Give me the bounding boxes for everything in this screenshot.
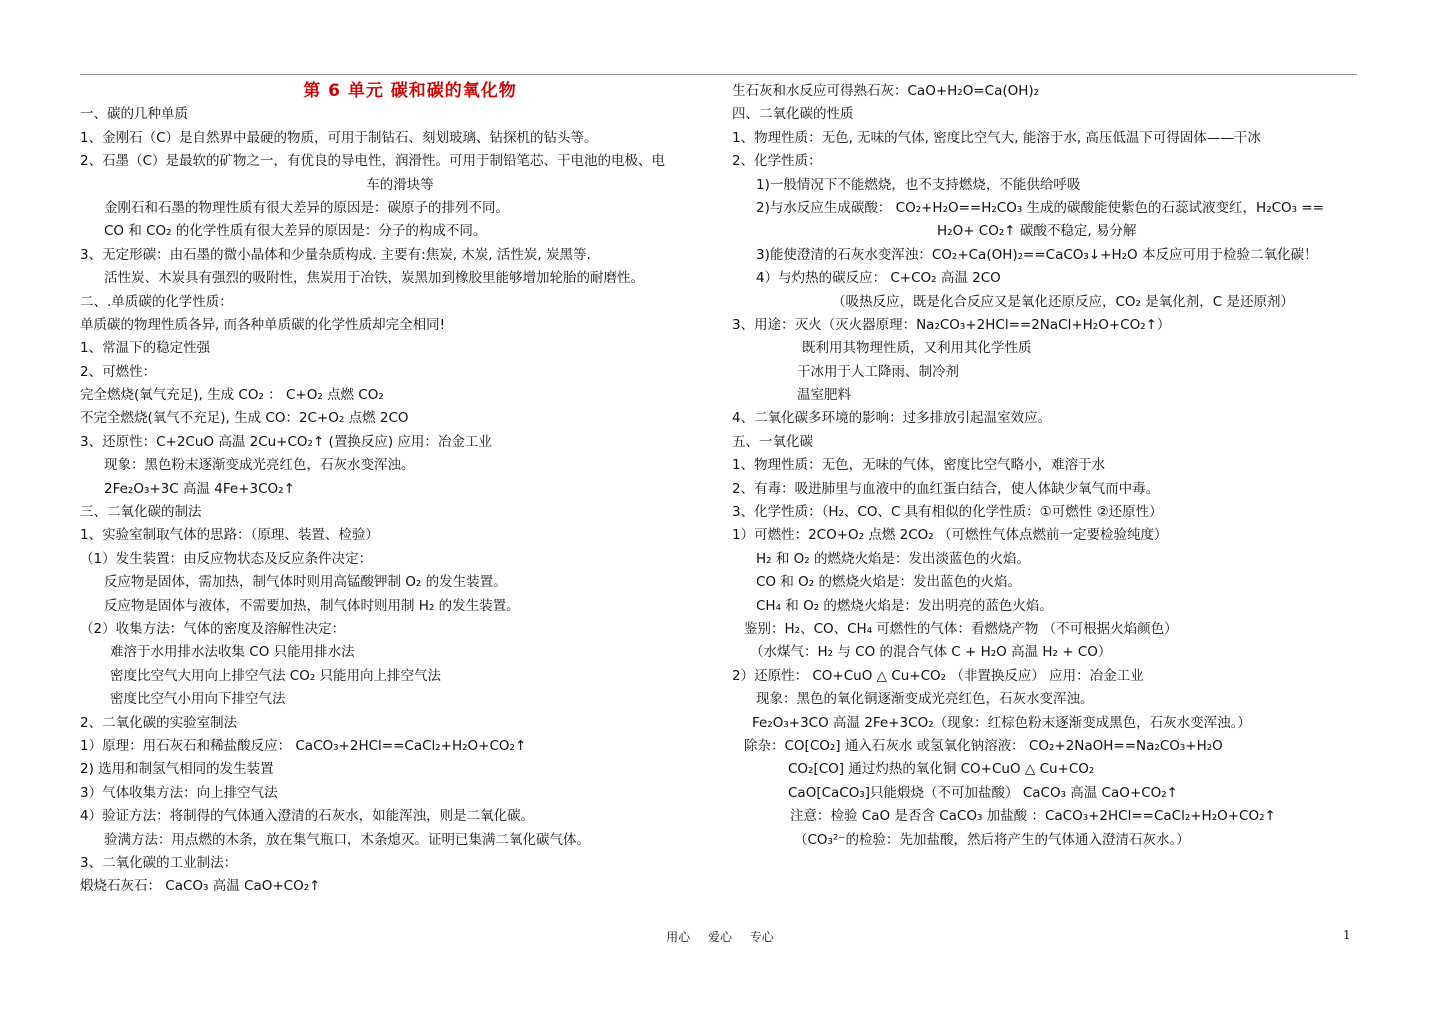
equation-line: 生石灰和水反应可得熟石灰：CaO+H₂O=Ca(OH)₂ xyxy=(732,83,1040,99)
right-column xyxy=(732,80,1362,852)
equation-line: 煅烧石灰石： CaCO₃ 高温 CaO+CO₂↑ xyxy=(80,878,321,895)
equation-line: 3、还原性：C+2CuO 高温 2Cu+CO₂↑ (置换反应) 应用：冶金工业 xyxy=(80,433,492,450)
text-line: 1、物理性质：无色, 无味的气体, 密度比空气大, 能溶于水, 高压低温下可得固体——干冰 xyxy=(732,129,1261,146)
text-line: 温室肥料 xyxy=(797,387,851,404)
text-line: 1、常温下的稳定性强 xyxy=(80,340,211,357)
text-line: CH₄ 和 O₂ 的燃烧火焰是：发出明亮的蓝色火焰。 xyxy=(756,597,1053,614)
equation-line: H₂O+ CO₂↑ 碳酸不稳定, 易分解 xyxy=(937,223,1137,240)
equation-line: Fe₂O₃+3CO 高温 2Fe+3CO₂（现象：红棕色粉末逐渐变成黑色，石灰水变浑浊。） xyxy=(752,714,1251,731)
text-line: 反应物是固体，需加热，制气体时则用高锰酸钾制 O₂ 的发生装置。 xyxy=(104,574,507,591)
equation-line: 2)与水反应生成碳酸： CO₂+H₂O==H₂CO₃ 生成的碳酸能使紫色的石蕊试液变红，H₂CO₃ == xyxy=(756,199,1324,216)
text-line: 1、物理性质：无色，无味的气体，密度比空气略小，难溶于水 xyxy=(732,457,1106,474)
text-line: 3、化学性质：（H₂、CO、C 具有相似的化学性质：①可燃性 ②还原性） xyxy=(732,504,1163,521)
section-heading: 二、.单质碳的化学性质： xyxy=(80,293,233,310)
text-line: 4、二氧化碳多环境的影响：过多排放引起温室效应。 xyxy=(732,410,1052,427)
equation-line: CaO[CaCO₃]只能煅烧（不可加盐酸） CaCO₃ 高温 CaO+CO₂↑ xyxy=(788,784,1178,801)
page-number: 1 xyxy=(1343,928,1351,942)
text-line: 难溶于水用排水法收集 CO 只能用排水法 xyxy=(110,644,355,661)
section-heading: 三、二氧化碳的制法 xyxy=(80,504,202,521)
text-line: 2、有毒：吸进肺里与血液中的血红蛋白结合，使人体缺少氧气而中毒。 xyxy=(732,480,1160,497)
text-line: 2、二氧化碳的实验室制法 xyxy=(80,714,238,731)
equation-line: 2Fe₂O₃+3C 高温 4Fe+3CO₂↑ xyxy=(104,480,295,497)
text-line: 现象：黑色粉末逐渐变成光亮红色，石灰水变浑浊。 xyxy=(104,457,415,474)
text-line: 金刚石和石墨的物理性质有很大差异的原因是：碳原子的排列不同。 xyxy=(104,199,509,216)
text-line: 1、金刚石（C）是自然界中最硬的物质，可用于制钻石、刻划玻璃、钻探机的钻头等。 xyxy=(80,129,598,146)
equation-line: 除杂：CO[CO₂] 通入石灰水 或氢氧化钠溶液： CO₂+2NaOH==Na₂CO₃+H₂O xyxy=(744,737,1223,754)
text-line: 2) 选用和制氢气相同的发生装置 xyxy=(80,761,274,778)
text-line: 4）验证方法：将制得的气体通入澄清的石灰水，如能浑浊，则是二氧化碳。 xyxy=(80,808,535,825)
text-line: 既利用其物理性质，又利用其化学性质 xyxy=(802,340,1032,357)
equation-line: （水煤气：H₂ 与 CO 的混合气体 C + H₂O 高温 H₂ + CO） xyxy=(750,644,1112,661)
equation-line: CO₂[CO] 通过灼热的氧化铜 CO+CuO △ Cu+CO₂ xyxy=(788,761,1095,778)
equation-line: 1）原理：用石灰石和稀盐酸反应： CaCO₃+2HCl==CaCl₂+H₂O+CO₂↑ xyxy=(80,737,527,754)
section-heading: 一、碳的几种单质 xyxy=(80,106,188,123)
text-line: 单质碳的物理性质各异, 而各种单质碳的化学性质却完全相同! xyxy=(80,316,445,333)
text-line: （CO₃²⁻的检验：先加盐酸，然后将产生的气体通入澄清石灰水。） xyxy=(794,831,1190,848)
text-line: 2、石墨（C）是最软的矿物之一，有优良的导电性，润滑性。可用于制铅笔芯、干电池的电极、电 xyxy=(80,153,666,170)
equation-line: 不完全燃烧(氧气不充足), 生成 CO：2C+O₂ 点燃 2CO xyxy=(80,410,409,427)
text-line: 2、化学性质： xyxy=(732,153,822,170)
text-line: 3、二氧化碳的工业制法： xyxy=(80,854,238,871)
text-line: （吸热反应，既是化合反应又是氧化还原反应，CO₂ 是氧化剂，C 是还原剂） xyxy=(832,293,1294,310)
footer-motto: 用心 爱心 专心 xyxy=(666,930,774,944)
header-rule xyxy=(80,74,1357,75)
text-line: 1)一般情况下不能燃烧，也不支持燃烧，不能供给呼吸 xyxy=(756,176,1081,193)
text-line: 密度比空气大用向上排空气法 CO₂ 只能用向上排空气法 xyxy=(110,667,442,684)
text-line: 3、无定形碳：由石墨的微小晶体和少量杂质构成. 主要有:焦炭, 木炭, 活性炭, 炭黑等. xyxy=(80,246,591,263)
left-column xyxy=(80,80,720,899)
text-line: 干冰用于人工降雨、制冷剂 xyxy=(797,363,959,380)
text-line: 验满方法：用点燃的木条，放在集气瓶口，木条熄灭。证明已集满二氧化碳气体。 xyxy=(104,831,590,848)
text-line: 1、实验室制取气体的思路：（原理、装置、检验） xyxy=(80,527,379,544)
equation-line: 2）还原性： CO+CuO △ Cu+CO₂ （非置换反应） 应用：冶金工业 xyxy=(732,667,1144,684)
text-line: CO 和 O₂ 的燃烧火焰是：发出蓝色的火焰。 xyxy=(756,574,1021,591)
section-heading: 四、二氧化碳的性质 xyxy=(732,106,854,123)
equation-line: 3、用途：灭火（灭火器原理：Na₂CO₃+2HCl==2NaCl+H₂O+CO₂↑） xyxy=(732,316,1171,333)
text-line: 反应物是固体与液体，不需要加热，制气体时则用制 H₂ 的发生装置。 xyxy=(104,597,520,614)
text-line: （1）发生装置：由反应物状态及反应条件决定： xyxy=(80,550,373,567)
text-line: CO 和 CO₂ 的化学性质有很大差异的原因是：分子的构成不同。 xyxy=(104,223,487,240)
section-heading: 五、一氧化碳 xyxy=(732,433,813,450)
equation-line: 3)能使澄清的石灰水变浑浊：CO₂+Ca(OH)₂==CaCO₃↓+H₂O 本反应可用于检验二氧化碳！ xyxy=(756,246,1318,263)
equation-line: 4）与灼热的碳反应： C+CO₂ 高温 2CO xyxy=(756,270,1001,287)
text-line: 密度比空气小用向下排空气法 xyxy=(110,691,286,708)
text-line: H₂ 和 O₂ 的燃烧火焰是：发出淡蓝色的火焰。 xyxy=(756,550,1030,567)
equation-line: 1）可燃性：2CO+O₂ 点燃 2CO₂ （可燃性气体点燃前一定要检验纯度） xyxy=(732,527,1168,544)
text-line: 现象：黑色的氧化铜逐渐变成光亮红色，石灰水变浑浊。 xyxy=(756,691,1094,708)
text-line: 2、可燃性： xyxy=(80,363,157,380)
text-line: 车的滑块等 xyxy=(366,176,434,193)
text-line: 3）气体收集方法：向上排空气法 xyxy=(80,784,278,801)
text-line: 鉴别：H₂、CO、CH₄ 可燃性的气体：看燃烧产物 （不可根据火焰颜色） xyxy=(744,620,1178,637)
equation-line: 完全燃烧(氧气充足), 生成 CO₂ ： C+O₂ 点燃 CO₂ xyxy=(80,387,384,404)
page-title: 第 6 单元 碳和碳的氧化物 xyxy=(303,81,517,101)
text-line: （2）收集方法：气体的密度及溶解性决定： xyxy=(80,620,346,637)
equation-line: 注意：检验 CaO 是否含 CaCO₃ 加盐酸 ：CaCO₃+2HCl==CaCl₂+H₂O+CO₂↑ xyxy=(790,808,1276,825)
text-line: 活性炭、木炭具有强烈的吸附性，焦炭用于冶铁，炭黑加到橡胶里能够增加轮胎的耐磨性。 xyxy=(104,270,644,287)
